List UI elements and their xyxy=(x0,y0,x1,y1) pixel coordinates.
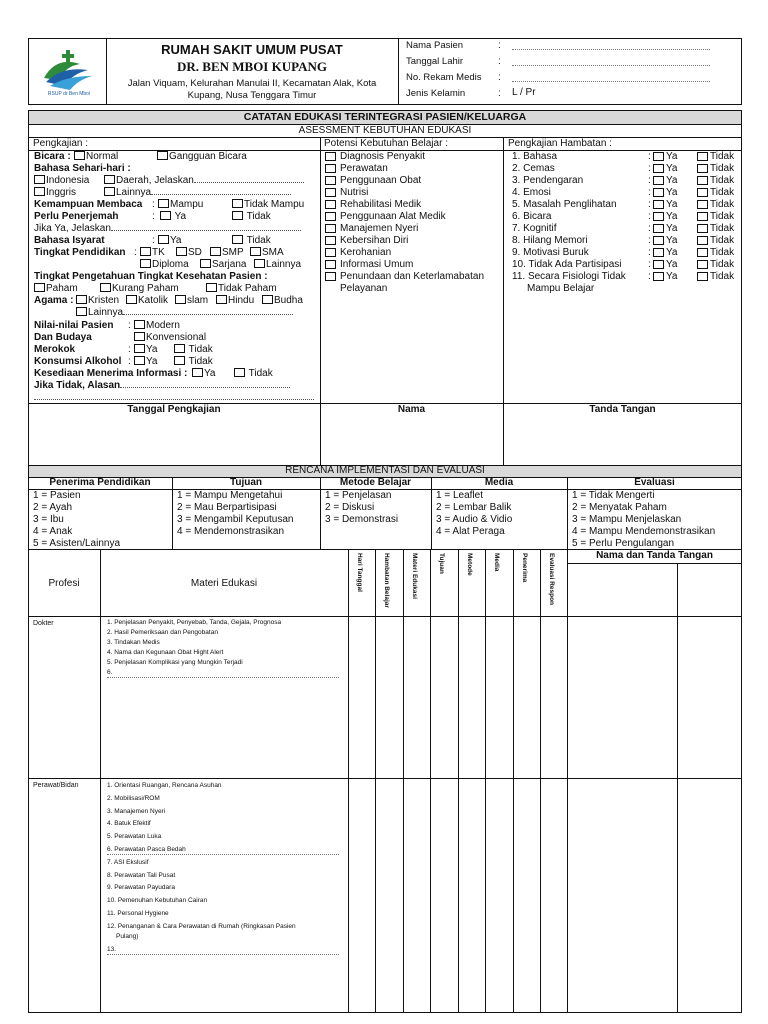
checkbox-merokok-ya[interactable] xyxy=(134,344,145,353)
hambatan-tidak-label: Tidak xyxy=(710,151,735,162)
hambatan-ya-label: Ya xyxy=(666,271,678,282)
checkbox-potensi-8[interactable] xyxy=(325,248,336,257)
materi-item: 5. Perawatan Luka xyxy=(107,833,162,841)
plan-metode-item: 2 = Diskusi xyxy=(325,502,375,513)
potensi-item: Perawatan xyxy=(340,163,388,174)
checkbox-potensi-9[interactable] xyxy=(325,260,336,269)
table-header-profesi: Profesi xyxy=(48,578,80,589)
checkbox-agama-hindu[interactable] xyxy=(216,295,227,304)
materi-item: 11. Personal Hygiene xyxy=(107,910,169,917)
plan-header-penerima: Penerima Pendidikan xyxy=(49,477,151,488)
materi-item: 5. Penjelasan Komplikasi yang Mungkin Terjadi xyxy=(107,659,243,666)
hambatan-item: 9. Motivasi Buruk xyxy=(512,247,589,258)
hambatan-ya-label: Ya xyxy=(666,163,678,174)
hambatan-item: 3. Pendengaran xyxy=(512,175,584,186)
checkbox-potensi-10[interactable] xyxy=(325,272,336,281)
materi-item: 1. Penjelasan Penyakit, Penyebab, Tanda, Gejala, Prognosa xyxy=(107,619,282,626)
checkbox-pengetahuan-tidak[interactable] xyxy=(206,283,217,292)
materi-item: 2. Hasil Pemeriksaan dan Pengobatan xyxy=(107,629,218,636)
hambatan-colon: : xyxy=(648,247,651,258)
hambatan-colon: : xyxy=(648,187,651,198)
vheader-penerima: Penerima xyxy=(521,553,528,583)
plan-penerima-item: 1 = Pasien xyxy=(33,490,81,501)
row-profesi-dokter: Dokter xyxy=(33,620,54,627)
field-label-jenis-kelamin: Jenis Kelamin xyxy=(406,88,466,99)
hambatan-colon: : xyxy=(648,151,651,162)
hospital-name-line2: DR. BEN MBOI KUPANG xyxy=(177,59,327,74)
checkbox-hambatan-tidak-0[interactable] xyxy=(697,152,708,161)
checkbox-nilai-modern[interactable] xyxy=(134,320,145,329)
hambatan-item: 6. Bicara xyxy=(512,211,552,222)
logo-caption: RSUP dr Ben Mboi xyxy=(47,91,91,97)
checkbox-agama-budha[interactable] xyxy=(262,295,273,304)
checkbox-merokok-tidak[interactable] xyxy=(174,344,185,353)
plan-tujuan-item: 4 = Mendemonstrasikan xyxy=(177,526,285,537)
checkbox-hambatan-ya-4[interactable] xyxy=(653,200,664,209)
plan-evaluasi-item: 4 = Mampu Mendemonstrasikan xyxy=(572,526,716,537)
hambatan-item: 2. Cemas xyxy=(512,163,555,174)
materi-item: 10. Pemenuhan Kebutuhan Cairan xyxy=(107,897,208,905)
checkbox-bahasa-inggris[interactable] xyxy=(34,187,45,196)
plan-penerima-item: 2 = Ayah xyxy=(33,502,73,513)
checkbox-penerjemah-ya[interactable] xyxy=(160,211,171,220)
assessment-title: ASESSMENT KEBUTUHAN EDUKASI xyxy=(298,125,472,136)
checkbox-hambatan-tidak-7[interactable] xyxy=(697,236,708,245)
checkbox-potensi-4[interactable] xyxy=(325,200,336,209)
checkbox-agama-islam[interactable] xyxy=(175,295,186,304)
materi-item: 3. Manajemen Nyeri xyxy=(107,807,166,815)
checkbox-potensi-6[interactable] xyxy=(325,224,336,233)
checkbox-hambatan-ya-6[interactable] xyxy=(653,224,664,233)
checkbox-potensi-0[interactable] xyxy=(325,152,336,161)
plan-metode-item: 1 = Penjelasan xyxy=(325,490,392,501)
hambatan-colon: : xyxy=(648,259,651,270)
hambatan-colon: : xyxy=(648,163,651,174)
table-header-sign: Nama dan Tanda Tangan xyxy=(596,550,713,561)
form-title: CATATAN EDUKASI TERINTEGRASI PASIEN/KELUARGA xyxy=(243,111,527,123)
sig-col-tanggal: Tanggal Pengkajian xyxy=(127,404,221,415)
checkbox-membaca-tidak[interactable] xyxy=(232,199,243,208)
hambatan-tidak-label: Tidak xyxy=(710,187,735,198)
field-label-tanggal-lahir: Tanggal Lahir xyxy=(406,56,464,67)
field-label-nama: Nama Pasien xyxy=(406,40,464,51)
hambatan-item: 1. Bahasa xyxy=(512,151,558,162)
checkbox-bicara-normal[interactable] xyxy=(74,151,85,160)
checkbox-pendidikan-sarjana[interactable] xyxy=(200,259,211,268)
plan-penerima-item: 4 = Anak xyxy=(33,526,73,537)
materi-item: 1. Orientasi Ruangan, Rencana Asuhan xyxy=(107,782,222,789)
checkbox-hambatan-tidak-6[interactable] xyxy=(697,224,708,233)
checkbox-hambatan-tidak-2[interactable] xyxy=(697,176,708,185)
potensi-item: Informasi Umum xyxy=(340,259,414,270)
checkbox-alkohol-tidak[interactable] xyxy=(174,356,185,365)
checkbox-pendidikan-tk[interactable] xyxy=(140,247,151,256)
potensi-item: Kebersihan Diri xyxy=(340,235,409,246)
checkbox-penerjemah-tidak[interactable] xyxy=(232,211,243,220)
checkbox-kesediaan-tidak[interactable] xyxy=(234,368,245,377)
hambatan-item: 7. Kognitif xyxy=(512,223,557,234)
plan-metode-item: 3 = Demonstrasi xyxy=(325,514,399,525)
hambatan-item: 5. Masalah Penglihatan xyxy=(512,199,617,210)
hospital-name-line1: RUMAH SAKIT UMUM PUSAT xyxy=(161,42,343,57)
checkbox-pendidikan-diploma[interactable] xyxy=(140,259,151,268)
hambatan-colon: : xyxy=(648,235,651,246)
sig-col-tanda-tangan: Tanda Tangan xyxy=(589,404,656,415)
checkbox-hambatan-ya-2[interactable] xyxy=(653,176,664,185)
checkbox-hambatan-ya-1[interactable] xyxy=(653,164,664,173)
hambatan-item: 10. Tidak Ada Partisipasi xyxy=(512,259,622,270)
checkbox-potensi-3[interactable] xyxy=(325,188,336,197)
hambatan-tidak-label: Tidak xyxy=(710,199,735,210)
checkbox-bahasa-indonesia[interactable] xyxy=(34,175,45,184)
materi-item: 3. Tindakan Medis xyxy=(107,639,160,646)
field-label-rekam-medis: No. Rekam Medis xyxy=(406,72,482,83)
vheader-hambatan: Hambatan Belajar xyxy=(383,553,390,608)
row-profesi-perawat: Perawat/Bidan xyxy=(33,782,79,789)
plan-title: RENCANA IMPLEMENTASI DAN EVALUASI xyxy=(285,465,485,476)
hambatan-ya-label: Ya xyxy=(666,151,678,162)
vheader-media: Media xyxy=(493,553,500,572)
vheader-tujuan: Tujuan xyxy=(438,553,445,574)
checkbox-kesediaan-ya[interactable] xyxy=(192,368,203,377)
hambatan-ya-label: Ya xyxy=(666,247,678,258)
hambatan-tidak-label: Tidak xyxy=(710,223,735,234)
field-tanggal-lahir-input[interactable] xyxy=(512,65,710,66)
hambatan-ya-label: Ya xyxy=(666,187,678,198)
plan-tujuan-item: 1 = Mampu Mengetahui xyxy=(177,490,283,501)
checkbox-pendidikan-smp[interactable] xyxy=(210,247,221,256)
plan-media-item: 4 = Alat Peraga xyxy=(436,526,505,537)
plan-tujuan-item: 3 = Mengambil Keputusan xyxy=(177,514,294,525)
table-header-materi: Materi Edukasi xyxy=(190,578,258,589)
checkbox-pendidikan-lainnya[interactable] xyxy=(254,259,265,268)
col1-title: Pengkajian : xyxy=(33,138,89,149)
vheader-materi: Materi Edukasi xyxy=(411,553,418,599)
plan-evaluasi-item: 3 = Mampu Menjelaskan xyxy=(572,514,682,525)
plan-header-evaluasi: Evaluasi xyxy=(634,477,675,488)
plan-media-item: 3 = Audio & Vidio xyxy=(436,514,513,525)
materi-item: 9. Perawatan Payudara xyxy=(107,884,175,892)
hambatan-tidak-label: Tidak xyxy=(710,175,735,186)
plan-penerima-item: 3 = Ibu xyxy=(33,514,64,525)
materi-item: 2. Mobilisasi/ROM xyxy=(107,794,160,802)
checkbox-membaca-mampu[interactable] xyxy=(158,199,169,208)
field-nama-input[interactable] xyxy=(512,49,710,50)
checkbox-bahasa-daerah[interactable] xyxy=(104,175,115,184)
checkbox-potensi-7[interactable] xyxy=(325,236,336,245)
hambatan-ya-label: Ya xyxy=(666,259,678,270)
potensi-item: Nutrisi xyxy=(340,187,369,198)
checkbox-hambatan-tidak-4[interactable] xyxy=(697,200,708,209)
checkbox-hambatan-ya-3[interactable] xyxy=(653,188,664,197)
field-rekam-medis-input[interactable] xyxy=(512,81,710,82)
plan-media-item: 1 = Leaflet xyxy=(436,490,483,501)
checkbox-isyarat-tidak[interactable] xyxy=(232,235,243,244)
hambatan-colon: : xyxy=(648,271,651,282)
checkbox-potensi-2[interactable] xyxy=(325,176,336,185)
address-line2: Kupang, Nusa Tenggara Timur xyxy=(187,90,317,101)
checkbox-hambatan-tidak-5[interactable] xyxy=(697,212,708,221)
checkbox-agama-lainnya[interactable] xyxy=(76,307,87,316)
checkbox-hambatan-tidak-9[interactable] xyxy=(697,260,708,269)
vheader-hari-tanggal: Hari Tanggal xyxy=(356,553,363,592)
materi-item: 8. Perawatan Tali Pusat xyxy=(107,871,176,879)
checkbox-hambatan-ya-10[interactable] xyxy=(653,272,664,281)
hambatan-tidak-label: Tidak xyxy=(710,163,735,174)
materi-item: 6. xyxy=(107,669,339,678)
hambatan-ya-label: Ya xyxy=(666,235,678,246)
checkbox-nilai-konvensional[interactable] xyxy=(134,332,145,341)
materi-item: 4. Batuk Efektif xyxy=(107,820,151,828)
hambatan-tidak-label: Tidak xyxy=(710,247,735,258)
hambatan-colon: : xyxy=(648,199,651,210)
checkbox-hambatan-ya-7[interactable] xyxy=(653,236,664,245)
potensi-item: Penggunaan Obat xyxy=(340,175,422,186)
plan-penerima-item: 5 = Asisten/Lainnya xyxy=(33,538,121,549)
checkbox-hambatan-ya-8[interactable] xyxy=(653,248,664,257)
potensi-item: Rehabilitasi Medik xyxy=(340,199,422,210)
materi-item: 7. ASI Ekslusif xyxy=(107,858,149,866)
materi-item: 13. xyxy=(107,946,339,955)
hambatan-ya-label: Ya xyxy=(666,175,678,186)
col2-title: Potensi Kebutuhan Belajar : xyxy=(324,138,448,149)
checkbox-pendidikan-sma[interactable] xyxy=(250,247,261,256)
hambatan-tidak-label: Tidak xyxy=(710,211,735,222)
hambatan-item: 4. Emosi xyxy=(512,187,551,198)
plan-header-metode: Metode Belajar xyxy=(339,477,412,488)
materi-item: 4. Nama dan Kegunaan Obat Hight Alert xyxy=(107,649,224,656)
plan-evaluasi-item: 1 = Tidak Mengerti xyxy=(572,490,655,501)
hambatan-ya-label: Ya xyxy=(666,223,678,234)
field-jenis-kelamin-value[interactable]: L / Pr xyxy=(512,87,536,98)
potensi-item: Diagnosis Penyakit xyxy=(340,151,426,162)
sig-col-nama: Nama xyxy=(397,404,426,415)
checkbox-agama-kristen[interactable] xyxy=(76,295,87,304)
checkbox-hambatan-ya-0[interactable] xyxy=(653,152,664,161)
plan-header-media: Media xyxy=(484,477,514,488)
hambatan-tidak-label: Tidak xyxy=(710,259,735,270)
checkbox-hambatan-tidak-10[interactable] xyxy=(697,272,708,281)
materi-item: 12. Penanganan & Cara Perawatan di Rumah (Ringkasan Pasien xyxy=(107,922,296,930)
checkbox-agama-katolik[interactable] xyxy=(126,295,137,304)
checkbox-hambatan-tidak-3[interactable] xyxy=(697,188,708,197)
hambatan-tidak-label: Tidak xyxy=(710,235,735,246)
checkbox-bahasa-lainnya[interactable] xyxy=(104,187,115,196)
plan-media-item: 2 = Lembar Balik xyxy=(436,502,512,513)
hambatan-colon: : xyxy=(648,211,651,222)
plan-header-tujuan: Tujuan xyxy=(229,477,263,488)
checkbox-hambatan-ya-5[interactable] xyxy=(653,212,664,221)
checkbox-isyarat-ya[interactable] xyxy=(158,235,169,244)
hambatan-tidak-label: Tidak xyxy=(710,271,735,282)
hambatan-item: 11. Secara Fisiologi Tidak xyxy=(512,271,626,282)
address-line1: Jalan Viquam, Kelurahan Manulai II, Kecamatan Alak, Kota xyxy=(127,78,377,89)
hambatan-ya-label: Ya xyxy=(666,199,678,210)
checkbox-pengetahuan-kurang[interactable] xyxy=(100,283,111,292)
materi-item: Pulang) xyxy=(116,932,139,940)
checkbox-hambatan-tidak-8[interactable] xyxy=(697,248,708,257)
plan-tujuan-item: 2 = Mau Berpartisipasi xyxy=(177,502,277,513)
plan-evaluasi-item: 5 = Perlu Pengulangan xyxy=(572,538,675,549)
potensi-item: Penggunaan Alat Medik xyxy=(340,211,446,222)
hambatan-colon: : xyxy=(648,175,651,186)
checkbox-bicara-gangguan[interactable] xyxy=(157,151,168,160)
alasan-line[interactable] xyxy=(34,399,314,400)
potensi-item: Kerohanian xyxy=(340,247,392,258)
hambatan-item: 8. Hilang Memori xyxy=(512,235,588,246)
potensi-item: Penundaan dan Keterlamabatan xyxy=(340,271,485,282)
checkbox-hambatan-ya-9[interactable] xyxy=(653,260,664,269)
checkbox-alkohol-ya[interactable] xyxy=(134,356,145,365)
materi-item: 6. Perawatan Pasca Bedah xyxy=(107,846,339,855)
hambatan-colon: : xyxy=(648,223,651,234)
checkbox-pendidikan-sd[interactable] xyxy=(176,247,187,256)
potensi-item: Manajemen Nyeri xyxy=(340,223,419,234)
col3-title: Pengkajian Hambatan : xyxy=(508,138,612,149)
checkbox-pengetahuan-paham[interactable] xyxy=(34,283,45,292)
vheader-metode: Metode xyxy=(466,553,473,576)
hambatan-ya-label: Ya xyxy=(666,211,678,222)
checkbox-potensi-1[interactable] xyxy=(325,164,336,173)
vheader-evaluasi: Evaluasi Respon xyxy=(548,553,555,606)
plan-evaluasi-item: 2 = Menyatak Paham xyxy=(572,502,667,513)
checkbox-potensi-5[interactable] xyxy=(325,212,336,221)
checkbox-hambatan-tidak-1[interactable] xyxy=(697,164,708,173)
